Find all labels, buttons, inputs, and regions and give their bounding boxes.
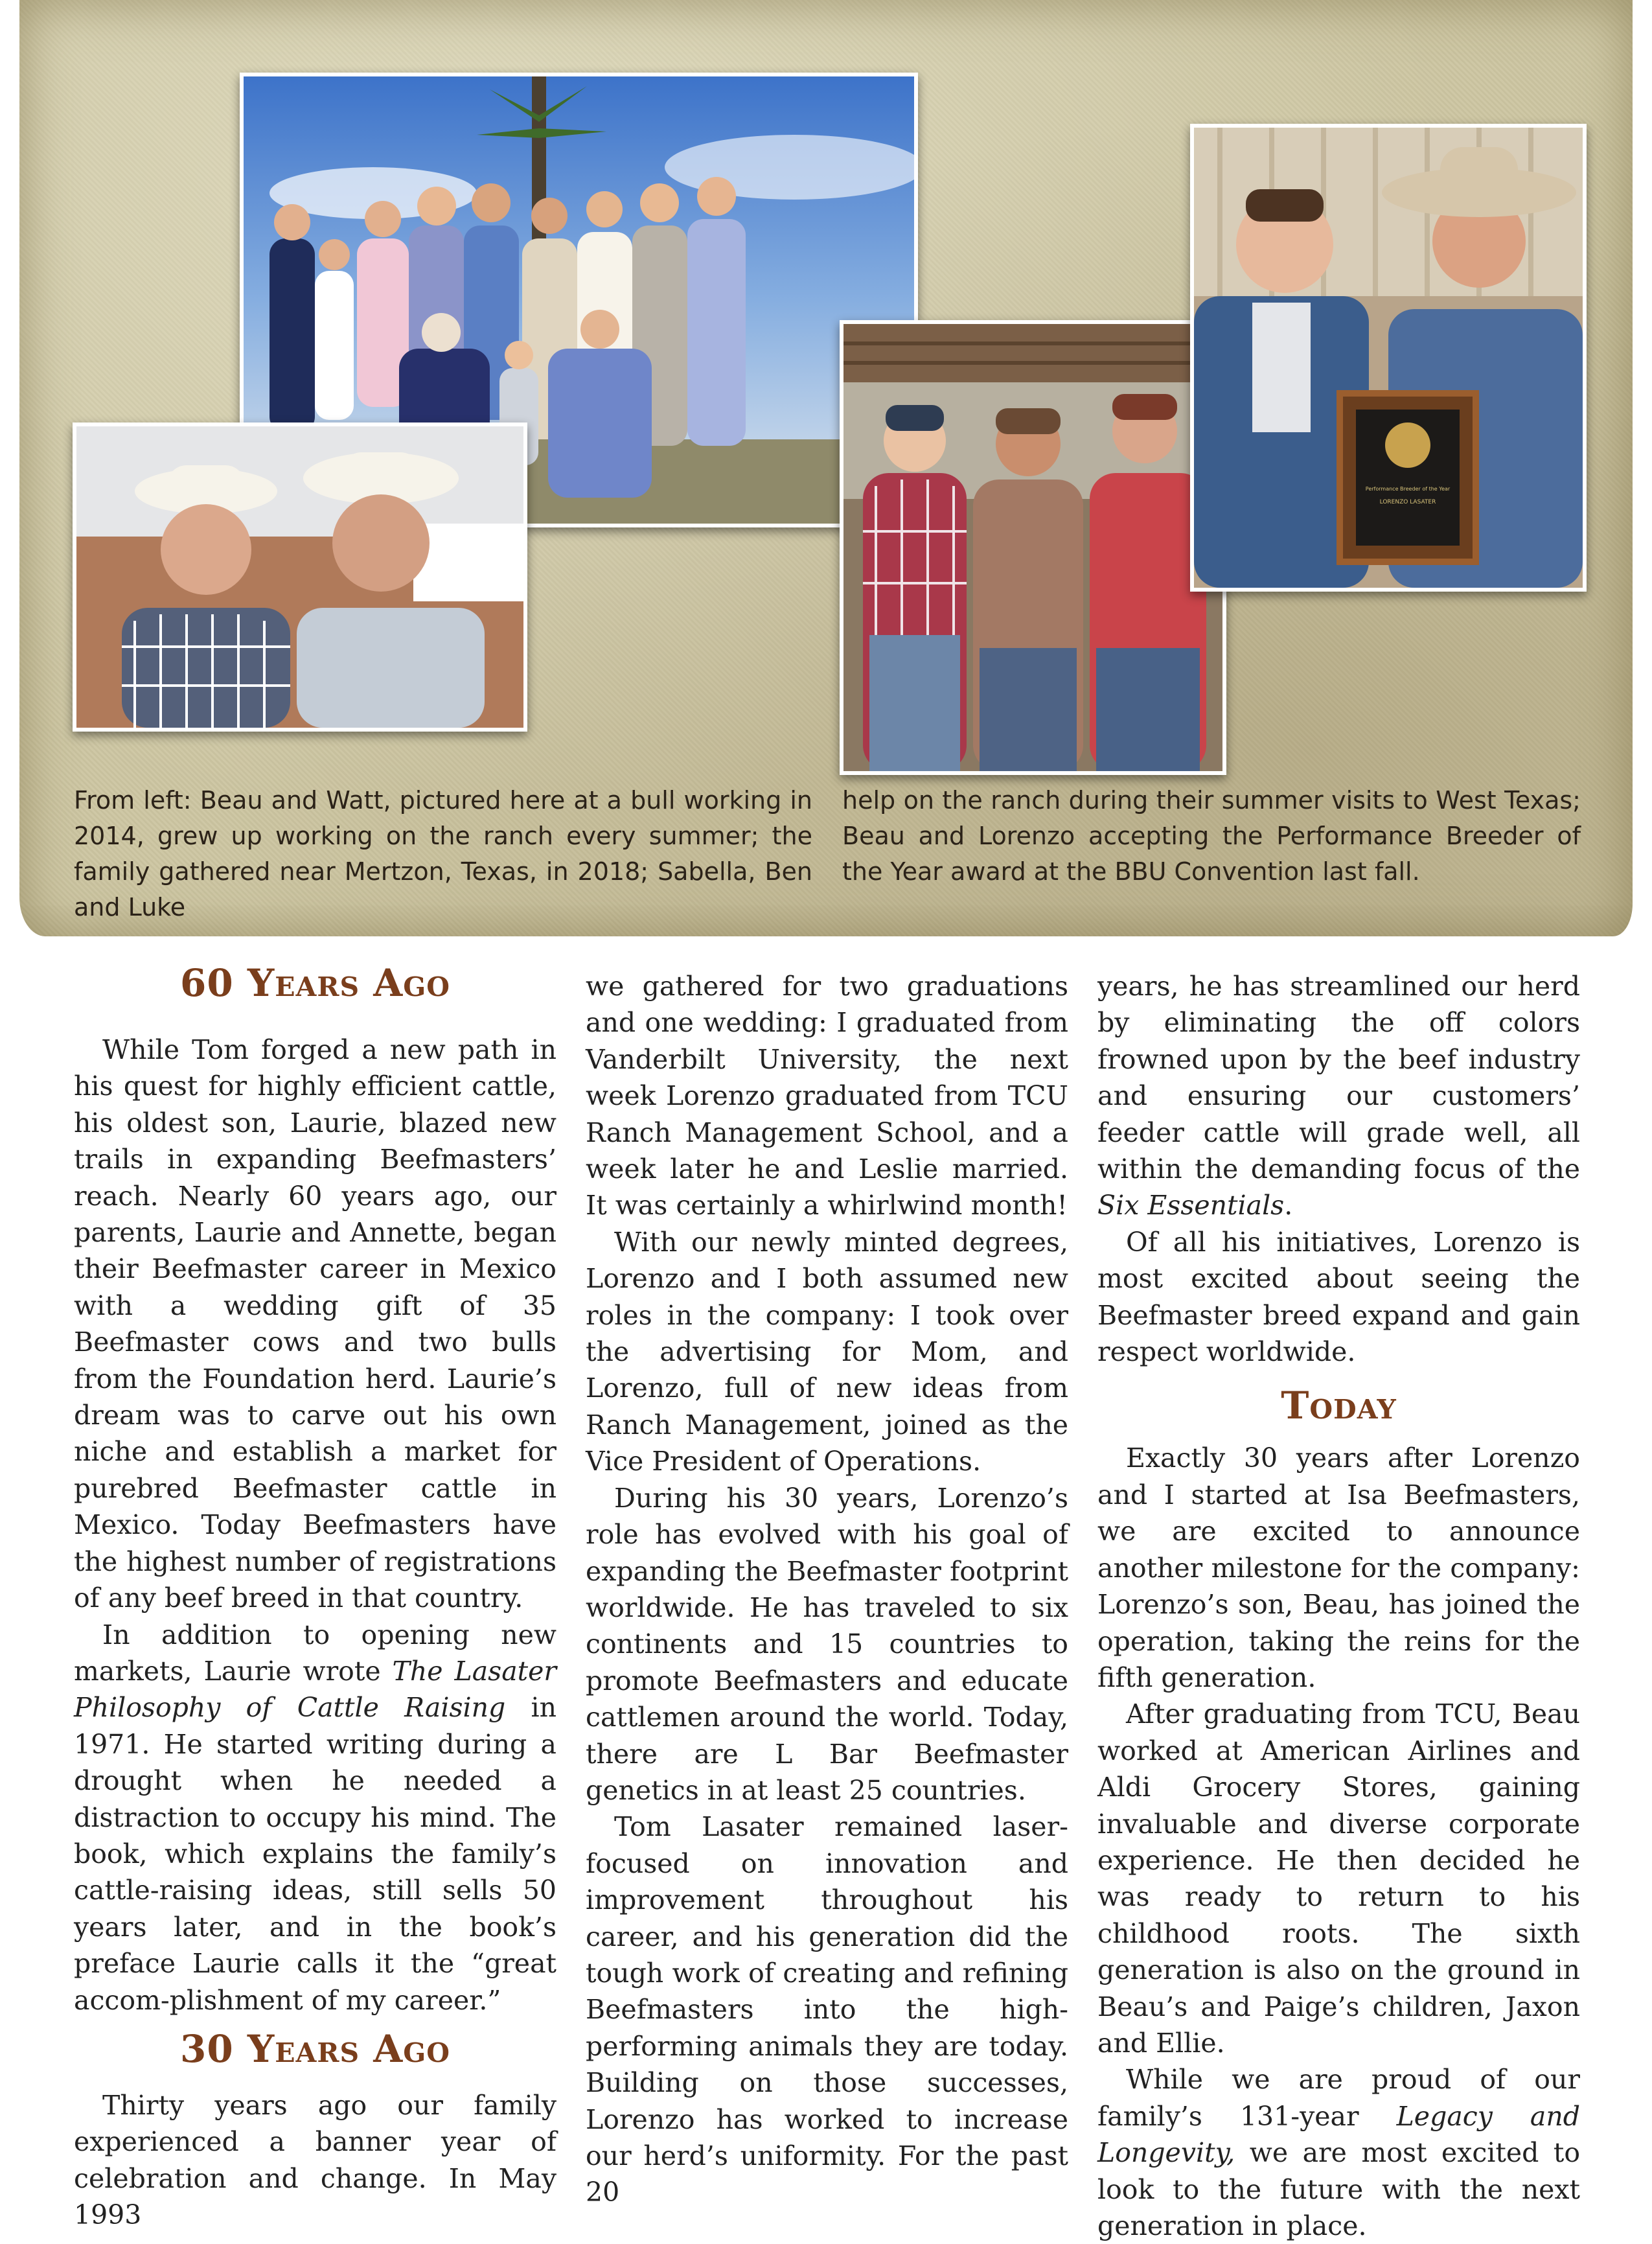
heading-60-years-ago: 60 Years Ago xyxy=(180,961,450,1005)
book-title: The Lasater Philosophy of Cattle Raising xyxy=(74,1655,556,1724)
photo-caption-right: help on the ranch during their summer visits to West Texas; Beau and Lorenzo accepting the Performance Breeder of the Year award at the BBU Convention last fall. xyxy=(842,786,1581,886)
column-3 xyxy=(1097,968,1580,2244)
paragraph-30-3: During his 30 years, Lorenzo’s role has evolved with his goal of expanding the Beefmaster footprint worldwide. He has traveled to six continents and 15 countries to promote Beefmasters and educate cattlemen around the world. Today, there are L Bar Beefmaster genetics in at least 25 countries. xyxy=(586,1482,1068,1806)
paragraph-30-4-cont: years, he has streamlined our herd by eliminating the off colors frowned upon by the beef industry and ensuring our customers’ feeder cattle will grade well, all within the demanding focus of the Six Essentials. xyxy=(1097,971,1580,1221)
paragraph-today-3: While we are proud of our family’s 131-year Legacy and Longevity, we are most excited to look to the future with the next generation in place. xyxy=(1097,2064,1580,2241)
paragraph-30-5: Of all his initiatives, Lorenzo is most excited about seeing the Beefmaster breed expand and gain respect worldwide. xyxy=(1097,1226,1580,1368)
heading-30-years-ago: 30 Years Ago xyxy=(180,2026,450,2071)
paragraph-30-1: Thirty years ago our family experienced a banner year of celebration and change. In May 1993 xyxy=(74,2089,556,2231)
paragraph-30-1-cont: we gathered for two graduations and one wedding: I graduated from Vanderbilt University, the next week Lorenzo graduated from TCU Ranch Management School, and a week later he and Leslie married. It was certainly a whirlwind month! xyxy=(586,971,1068,1221)
column-2 xyxy=(586,968,1068,2211)
legacy-and-longevity: Legacy and Longevity, xyxy=(1097,2100,1580,2169)
heading-today: Today xyxy=(1281,1383,1397,1428)
sabella-ben-luke-photo xyxy=(840,320,1226,775)
six-essentials: Six Essentials xyxy=(1097,1190,1285,1221)
award-plaque-line1: Performance Breeder of the Year xyxy=(1365,486,1451,492)
paragraph-60-1: While Tom forged a new path in his quest for highly efficient cattle, his oldest son, Laurie, blazed new trails in expanding Beefmasters’ reach. Nearly 60 years ago, our parents, Laurie and Annette, began their Beefmaster career in Mexico with a wedding gift of 35 Beefmaster cows and two bulls from the Foundation herd. Laurie’s dream was to carve out his own niche and establish a market for purebred Beefmaster cattle in Mexico. Today Beefmasters have the highest number of registrations of any beef breed in that country. xyxy=(74,1034,556,1614)
paragraph-30-2: With our newly minted degrees, Lorenzo and I both assumed new roles in the company: I took over the advertising for Mom, and Lorenzo, full of new ideas from Ranch Management, joined as the Vice President of Operations. xyxy=(586,1226,1068,1477)
photo-caption-left: From left: Beau and Watt, pictured here at a bull working in 2014, grew up working on the ranch every summer; the family gathered near Mertzon, Texas, in 2018; Sabella, Ben and Luke xyxy=(74,786,812,921)
award-plaque-line2: LORENZO LASATER xyxy=(1379,499,1436,505)
paragraph-today-1: Exactly 30 years after Lorenzo and I started at Isa Beefmasters, we are excited to announce another milestone for the company: Lorenzo’s son, Beau, has joined the operation, taking the reins for the fifth generation. xyxy=(1097,1442,1580,1693)
column-1 xyxy=(74,960,556,2234)
paragraph-60-2: In addition to opening new markets, Laurie wrote The Lasater Philosophy of Cattle Raising in 1971. He started writing during a drought when he needed a distraction to occupy his mind. The book, which explains the family’s cattle-raising ideas, still sells 50 years later, and in the book’s preface Laurie calls it the “great accom-plishment of my career.” xyxy=(74,1619,556,2016)
award-photo xyxy=(1190,124,1587,592)
paragraph-today-2: After graduating from TCU, Beau worked at American Airlines and Aldi Grocery Stores, gaining invaluable and diverse corporate experience. He then decided he was ready to return to his childhood roots. The sixth generation is also on the ground in Beau’s and Paige’s children, Jaxon and Ellie. xyxy=(1097,1698,1580,2059)
beau-and-watt-photo xyxy=(73,422,527,732)
paragraph-30-4: Tom Lasater remained laser-focused on innovation and improvement throughout his career, and his generation did the tough work of creating and refining Beefmasters into the high-performing animals they are today. Building on those successes, Lorenzo has worked to increase our herd’s uniformity. For the past 20 xyxy=(586,1811,1068,2208)
